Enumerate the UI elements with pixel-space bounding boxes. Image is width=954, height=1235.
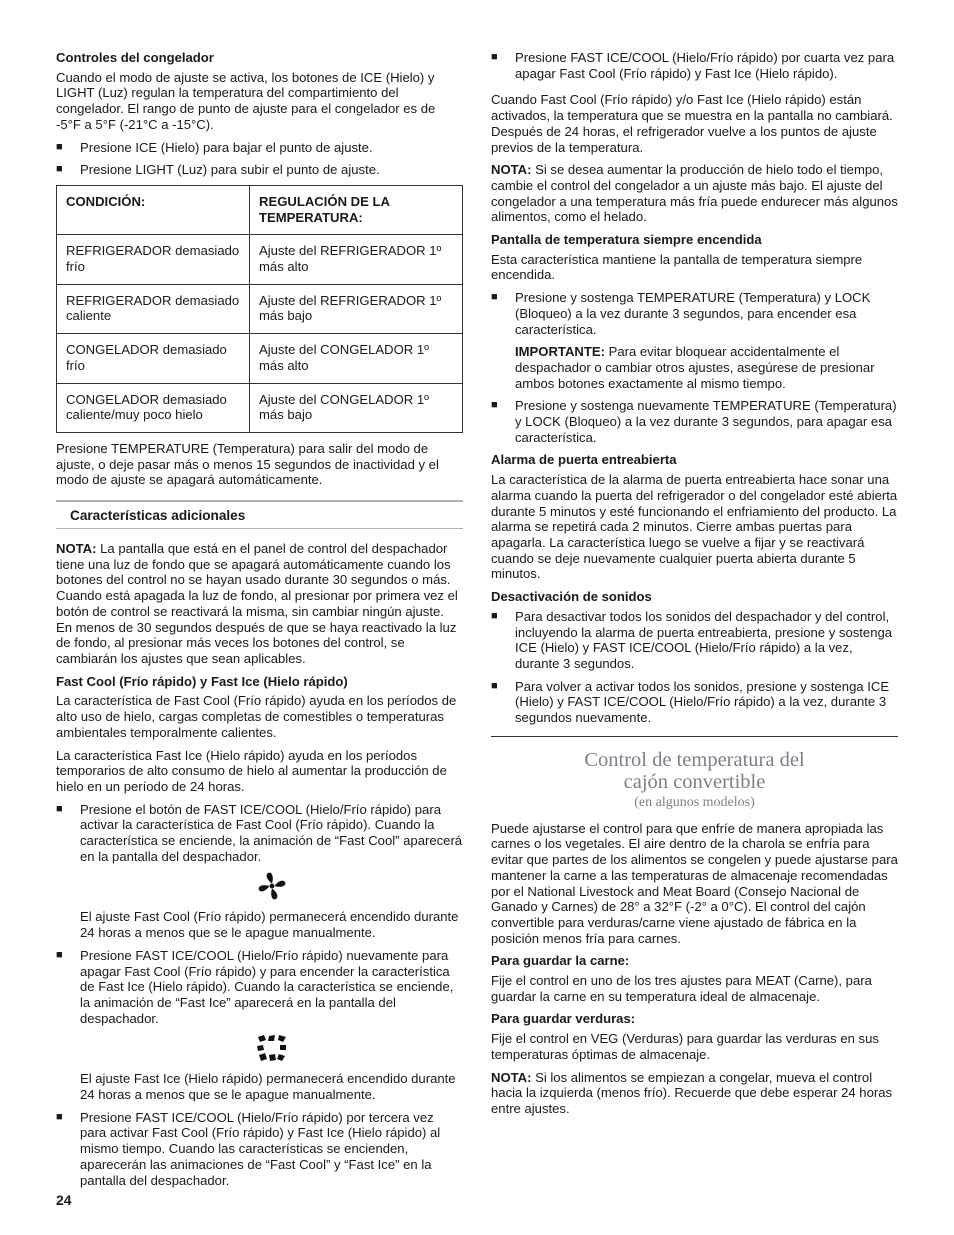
square-bullet-icon: ■ bbox=[491, 679, 498, 692]
paragraph-when-active: Cuando Fast Cool (Frío rápido) y/o Fast Ice (Hielo rápido) están activados, la temperatura que se muestra en la pantalla no cambiará. Después de 24 horas, el refrigerador vuelve a los puntos de ajuste previos de la temperatura. bbox=[491, 92, 893, 155]
paragraph-exit: Presione TEMPERATURE (Temperatura) para salir del modo de ajuste, o deje pasar más o menos 15 segundos de inactividad y el modo de ajuste se apagará automáticamente. bbox=[56, 440, 439, 488]
heading-freezer-controls: Controles del congelador bbox=[56, 50, 214, 65]
fast-ice-icon-wrap bbox=[80, 1033, 463, 1063]
table-row bbox=[57, 383, 463, 432]
fan-icon bbox=[257, 871, 287, 901]
table-row bbox=[57, 284, 463, 333]
section-heading-additional: Características adicionales bbox=[56, 500, 463, 529]
left-column bbox=[56, 50, 463, 1195]
table-cell: Ajuste del CONGELADOR 1º más bajo bbox=[250, 383, 463, 432]
table-row bbox=[57, 235, 463, 284]
table-header-cell: REGULACIÓN DE LA TEMPERATURA: bbox=[250, 185, 463, 234]
bullet-text: Para volver a activar todos los sonidos, presione y sostenga ICE (Hielo) y FAST ICE/COOL (Hielo/Frío rápido) a la vez, durante 3 segundos nuevamente. bbox=[515, 678, 890, 726]
note-label: NOTA: bbox=[491, 162, 532, 178]
paragraph-fast-cool: La característica de Fast Cool (Frío rápido) ayuda en los períodos de alto uso de hielo, cargas completas de comestibles o temperaturas ambientales temporalmente calientes. bbox=[56, 693, 457, 740]
note-text: La pantalla que está en el panel de control del despachador tiene una luz de fondo que se apagará automáticamente cuando los botones del control no se hayan usado durante 30 segundos o más. Cuando está apagada la luz de fondo, al presionar por primera vez el botón de control se reactivará la misma, sin cambiar ningún ajuste. En menos de 30 segundos después de que se haya reactivado la luz de fondo, al presionar más veces los botones del control, se cambiarán los ajustes que sean aplicables. bbox=[56, 541, 458, 666]
table-header-row bbox=[57, 185, 463, 234]
paragraph-note-2 bbox=[491, 162, 898, 225]
table-cell: REFRIGERADOR demasiado caliente bbox=[57, 284, 250, 333]
bullet-text: Presione FAST ICE/COOL (Hielo/Frío rápido) por tercera vez para activar Fast Cool (Frío rápido) y Fast Ice (Hielo rápido) al mismo tiempo. Cuando las características se encienden, aparecerán las animaciones de “Fast Cool” y “Fast Ice” en la pantalla del despachador. bbox=[80, 1109, 441, 1188]
paragraph-freezer: Cuando el modo de ajuste se activa, los botones de ICE (Hielo) y LIGHT (Luz) regulan la temperatura del compartimiento del congelador. El rango de punto de ajuste para el congelador es de -5°F a 5°F (-21°C a -15°C). bbox=[56, 69, 436, 132]
bullet-text: Presione el botón de FAST ICE/COOL (Hielo/Frío rápido) para activar la característica de Fast Cool (Frío rápido). Cuando la característica se enciende, la animación de “Fast Cool” aparecerá en la pantalla del despachador. bbox=[80, 801, 463, 864]
square-bullet-icon: ■ bbox=[56, 1110, 63, 1123]
ice-cubes-icon bbox=[255, 1033, 289, 1063]
heading-sound-off: Desactivación de sonidos bbox=[491, 589, 652, 605]
bullet-item bbox=[56, 948, 463, 1027]
important-text: Para evitar bloquear accidentalmente el despachador o cambiar otros ajustes, asegúrese de presionar ambos botones exactamente al mismo tiempo. bbox=[515, 344, 875, 391]
important-label: IMPORTANTE: bbox=[515, 344, 605, 360]
square-bullet-icon: ■ bbox=[56, 948, 63, 961]
note-text: Si se desea aumentar la producción de hielo todo el tiempo, cambie el control del congelador a un ajuste más bajo. El ajuste del congelador a una temperatura más fría puede endurecer más algunos alimentos, como el helado. bbox=[491, 162, 898, 225]
bullet-item bbox=[491, 290, 898, 337]
right-column bbox=[491, 50, 898, 1124]
bullet-item bbox=[491, 609, 898, 672]
bullet-text: Presione ICE (Hielo) para bajar el punto de ajuste. bbox=[80, 139, 373, 155]
bullet-text: Presione y sostenga nuevamente TEMPERATURE (Temperatura) y LOCK (Bloqueo) a la vez durante 3 segundos, para apagar esa característica. bbox=[515, 398, 897, 445]
paragraph-fast-ice: La característica Fast Ice (Hielo rápido) ayuda en los períodos temporarios de alto consumo de hielo al aumentar la producción de hielo en un período de 24 horas. bbox=[56, 747, 447, 794]
table-cell: Ajuste del REFRIGERADOR 1º más bajo bbox=[250, 284, 463, 333]
bullet-item bbox=[56, 802, 463, 865]
bullet-item bbox=[56, 140, 463, 156]
note-label: NOTA: bbox=[491, 1069, 532, 1085]
square-bullet-icon: ■ bbox=[491, 291, 498, 304]
paragraph-fast-ice-on: El ajuste Fast Ice (Hielo rápido) permanecerá encendido durante 24 horas a menos que se le apague manualmente. bbox=[80, 1071, 456, 1103]
note-label: NOTA: bbox=[56, 541, 97, 557]
paragraph-display: Esta característica mantiene la pantalla de temperatura siempre encendida. bbox=[491, 251, 863, 283]
bullet-item bbox=[56, 162, 463, 178]
table-cell: Ajuste del REFRIGERADOR 1º más alto bbox=[250, 235, 463, 284]
paragraph-fast-cool-on: El ajuste Fast Cool (Frío rápido) permanecerá encendido durante 24 horas a menos que se le apague manualmente. bbox=[80, 909, 459, 941]
section-divider bbox=[491, 736, 898, 737]
bullet-text: Presione y sostenga TEMPERATURE (Temperatura) y LOCK (Bloqueo) a la vez durante 3 segundos, para encender esa característica. bbox=[515, 290, 871, 337]
bullet-text: Presione LIGHT (Luz) para subir el punto de ajuste. bbox=[80, 162, 380, 178]
square-bullet-icon: ■ bbox=[56, 140, 63, 153]
section-subtitle: (en algunos modelos) bbox=[634, 794, 755, 810]
bullet-text: Presione FAST ICE/COOL (Hielo/Frío rápido) por cuarta vez para apagar Fast Cool (Frío rápido) y Fast Ice (Hielo rápido). bbox=[515, 50, 895, 81]
square-bullet-icon: ■ bbox=[56, 802, 63, 815]
temperature-table bbox=[56, 185, 463, 433]
paragraph-door-alarm: La característica de la alarma de puerta entreabierta hace sonar una alarma cuando la puerta del refrigerador o del congelador esté abierta durante 5 minutos y esté funcionando el enfriamiento del producto. La alarma se repetirá cada 2 minutos. Cierre ambas puertas para apagarla. La característica luego se vuelve a fijar y se reactivará cuando se deje nuevamente cualquier puerta abierta durante 5 minutos. bbox=[491, 472, 898, 582]
heading-display-on: Pantalla de temperatura siempre encendida bbox=[491, 232, 762, 248]
heading-veg: Para guardar verduras: bbox=[491, 1011, 636, 1027]
table-row bbox=[57, 334, 463, 383]
paragraph-veg: Fije el control en VEG (Verduras) para guardar las verduras en sus temperaturas óptimas de almacenaje. bbox=[491, 1031, 879, 1062]
paragraph-note-3 bbox=[491, 1070, 898, 1117]
square-bullet-icon: ■ bbox=[491, 399, 498, 412]
paragraph-important bbox=[515, 344, 898, 391]
page-number: 24 bbox=[56, 1192, 72, 1208]
bullet-item bbox=[491, 398, 898, 445]
heading-meat: Para guardar la carne: bbox=[491, 953, 630, 969]
bullet-item bbox=[56, 1110, 463, 1189]
square-bullet-icon: ■ bbox=[56, 163, 63, 176]
square-bullet-icon: ■ bbox=[491, 51, 498, 63]
section-title-line1: Control de temperatura del bbox=[584, 748, 805, 771]
heading-fast-cool-ice: Fast Cool (Frío rápido) y Fast Ice (Hielo rápido) bbox=[56, 673, 348, 689]
bullet-text: Para desactivar todos los sonidos del despachador y del control, incluyendo la alarma de puerta entreabierta, presione y sostenga ICE (Hielo) y FAST ICE/COOL (Hielo/Frío rápido) a la vez, durante 3 segundos. bbox=[515, 608, 893, 671]
table-cell: CONGELADOR demasiado frío bbox=[57, 334, 250, 383]
section-title-line2: cajón convertible bbox=[623, 770, 766, 793]
table-header-cell: CONDICIÓN: bbox=[57, 185, 250, 234]
table-cell: CONGELADOR demasiado caliente/muy poco hielo bbox=[57, 383, 250, 432]
paragraph-note bbox=[56, 541, 463, 667]
bullet-item bbox=[491, 679, 898, 726]
heading-door-alarm: Alarma de puerta entreabierta bbox=[491, 452, 677, 468]
fast-cool-icon-wrap bbox=[80, 871, 463, 901]
bullet-text: Presione FAST ICE/COOL (Hielo/Frío rápido) nuevamente para apagar Fast Cool (Frío rápido) y para encender la característica de Fast Ice (Hielo rápido). Cuando la característica se enciende, la animación de “Fast Ice” aparecerá en la pantalla del despachador. bbox=[80, 947, 454, 1026]
square-bullet-icon: ■ bbox=[491, 609, 498, 622]
paragraph-meat: Fije el control en uno de los tres ajustes para MEAT (Carne), para guardar la carne en su temperatura ideal de almacenaje. bbox=[491, 973, 872, 1004]
bullet-item bbox=[491, 50, 898, 81]
table-cell: REFRIGERADOR demasiado frío bbox=[57, 235, 250, 284]
table-cell: Ajuste del CONGELADOR 1º más alto bbox=[250, 334, 463, 383]
paragraph-drawer: Puede ajustarse el control para que enfríe de manera apropiada las carnes o los vegetales. El aire dentro de la charola se enfría para evitar que partes de los alimentos se congelen y puede ajustarse para mantener la carne a las temperaturas de almacenaje recomendadas por el National Livestock and Meat Board (Consejo Nacional de Ganado y Carnes) de 28° a 32°F (-2° a 0°C). El control del cajón convertible para verduras/carne viene ajustado de fábrica en la posición menos fría para carnes. bbox=[491, 820, 898, 946]
note-text: Si los alimentos se empiezan a congelar, mueva el control hacia la izquierda (menos frío). Recuerde que debe esperar 24 horas entre ajustes. bbox=[491, 1069, 893, 1116]
